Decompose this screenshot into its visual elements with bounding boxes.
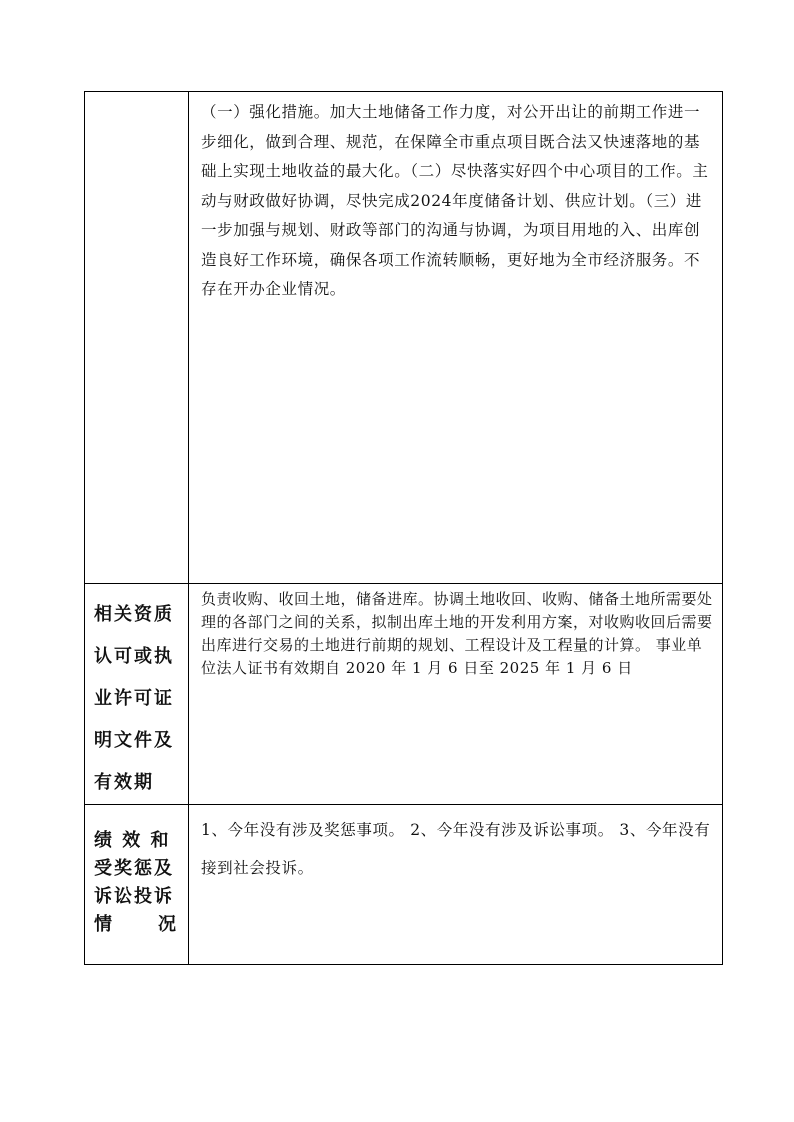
license-content-text: 负责收购、收回土地，储备进库。协调土地收回、收购、储备土地所需要处理的各部门之间的关系，拟制出库土地的开发利用方案，对收购收回后需要出库进行交易的土地进行前期的规划、工程设计及工程量的计算。 事业单位法人证书有效期自 2020 年 1 月 6 日至 2025 年 1 月 6 日	[201, 590, 713, 677]
table-row-license	[85, 584, 723, 805]
measures-content-text: （一）强化措施。加大土地储备工作力度，对公开出让的前期工作进一步细化，做到合理、规范，在保障全市重点项目既合法又快速落地的基础上实现土地收益的最大化。（二）尽快落实好四个中心项目的工作。主动与财政做好协调，尽快完成2024年度储备计划、供应计划。（三）进一步加强与规划、财政等部门的沟通与协调，为项目用地的入、出库创造良好工作环境，确保各项工作流转顺畅，更好地为全市经济服务。不存在开办企业情况。	[201, 103, 709, 298]
performance-label-line: 受奖惩及	[94, 858, 174, 879]
performance-label-char: 况	[158, 914, 178, 935]
performance-label-line-last	[94, 911, 178, 939]
performance-label-char: 情	[94, 914, 114, 935]
license-label-line: 业许可证	[94, 688, 174, 709]
license-label-cell	[85, 584, 189, 805]
license-content-cell	[189, 584, 723, 805]
license-label-line: 明文件及	[94, 730, 174, 751]
info-table	[84, 91, 723, 965]
performance-label-line: 绩 效 和	[94, 830, 171, 851]
license-label-line: 有效期	[94, 772, 154, 793]
performance-label-line: 诉讼投诉	[94, 886, 174, 907]
performance-content-text: 1、今年没有涉及奖惩事项。 2、今年没有涉及诉讼事项。 3、今年没有接到社会投诉。	[201, 821, 711, 877]
measures-label-cell	[85, 92, 189, 584]
license-label	[85, 584, 188, 804]
license-label-line: 相关资质	[94, 604, 174, 625]
license-label-line: 认可或执	[94, 646, 174, 667]
table-row-performance	[85, 805, 723, 965]
performance-label	[85, 805, 188, 939]
table-row-measures	[85, 92, 723, 584]
performance-label-cell	[85, 805, 189, 965]
performance-content-cell	[189, 805, 723, 965]
measures-content-cell	[189, 92, 723, 584]
